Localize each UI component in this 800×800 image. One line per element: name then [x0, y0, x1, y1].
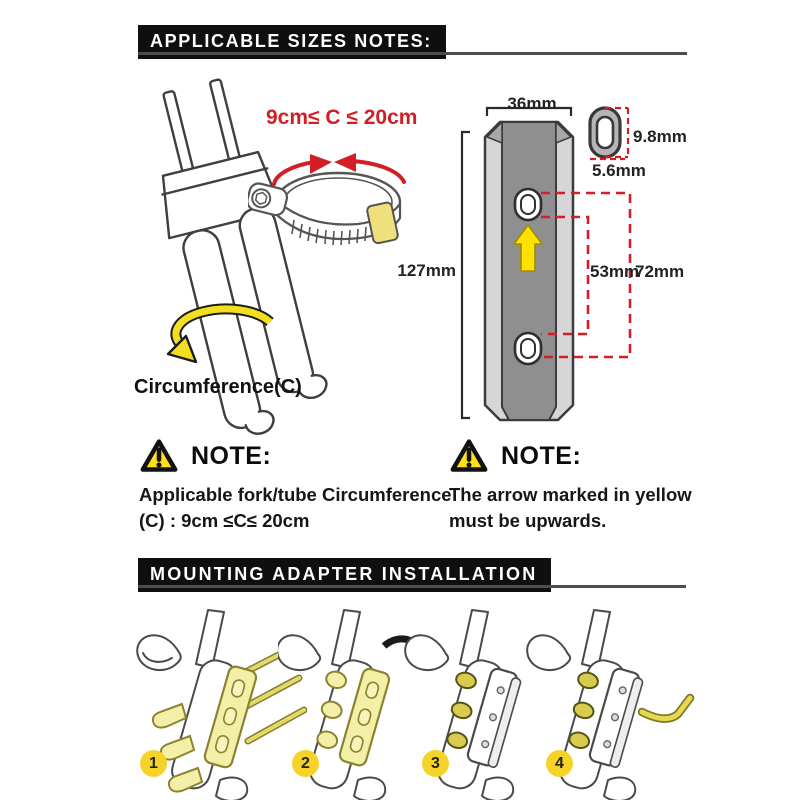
dim-width: 36mm — [507, 94, 557, 113]
note-arrow — [449, 438, 692, 534]
note-fork-line1: Applicable fork/tube Circumference — [139, 484, 452, 505]
step-4-badge: 4 — [546, 750, 573, 777]
note-arrow-line2: must be upwards. — [449, 510, 607, 531]
applicable-sizes-header: APPLICABLE SIZES NOTES: — [138, 25, 446, 59]
height-bracket — [462, 132, 470, 418]
arrowhead-right — [334, 153, 356, 172]
step-3-badge: 3 — [422, 750, 449, 777]
warning-icon — [449, 438, 489, 474]
installation-header: MOUNTING ADAPTER INSTALLATION — [138, 558, 551, 592]
warning-icon — [139, 438, 179, 474]
note-title: NOTE: — [501, 441, 582, 470]
dim-hole-width: 5.6mm — [592, 161, 646, 180]
step-4-illustration — [524, 608, 696, 800]
dim-height: 127mm — [397, 261, 456, 280]
adapter-top-hole — [515, 189, 541, 220]
header-rule — [138, 52, 687, 55]
clamp-range-label: 9cm≤ C ≤ 20cm — [266, 106, 418, 129]
step-2-badge: 2 — [292, 750, 319, 777]
step-1-badge: 1 — [140, 750, 167, 777]
header-rule — [138, 585, 686, 588]
dim-hole-length: 9.8mm — [633, 127, 687, 146]
dim-hole-spacing-inner: 53mm — [590, 262, 640, 281]
hole-cross-section — [590, 108, 620, 157]
note-title: NOTE: — [191, 441, 272, 470]
note-fork — [139, 438, 452, 534]
note-fork-line2: (C) : 9cm ≤C≤ 20cm — [139, 510, 310, 531]
circumference-label: Circumference(C) — [134, 376, 302, 398]
clamp-illustration — [248, 128, 416, 268]
dim-hole-spacing-outer: 72mm — [635, 262, 685, 281]
note-arrow-line1: The arrow marked in yellow — [449, 484, 692, 505]
allen-key-icon — [642, 698, 690, 719]
clamp-yellow-band — [366, 202, 398, 244]
adapter-bottom-hole — [515, 333, 541, 364]
arrowhead-left — [310, 154, 332, 174]
